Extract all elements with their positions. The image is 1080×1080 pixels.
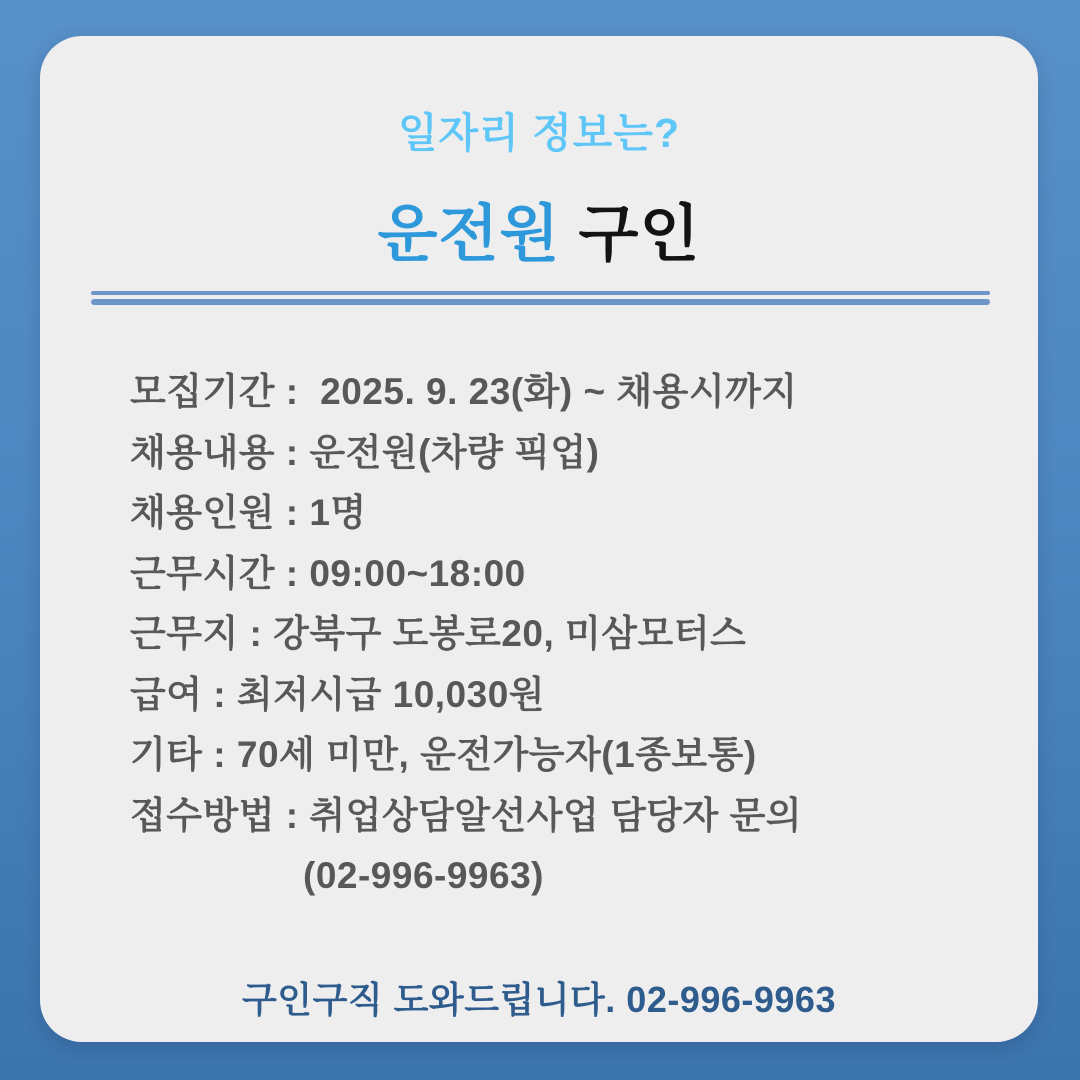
- double-divider: [91, 291, 990, 305]
- title-highlight: 운전원: [377, 200, 561, 269]
- title-rest: 구인: [560, 200, 701, 269]
- detail-application-phone: (02-996-9963): [303, 855, 544, 896]
- detail-work-location: 근무지 : 강북구 도봉로20, 미삼모터스: [130, 613, 747, 654]
- divider-line-thick: [91, 299, 990, 305]
- detail-other-requirements: 기타 : 70세 미만, 운전가능자(1종보통): [130, 734, 757, 775]
- page-title: [40, 184, 1038, 273]
- footer-contact-text: 구인구직 도와드립니다. 02-996-9963: [242, 979, 836, 1020]
- divider-line-thin: [91, 291, 990, 295]
- detail-work-hours: 근무시간 : 09:00~18:00: [130, 552, 526, 594]
- detail-headcount: 채용인원 : 1명: [130, 492, 367, 533]
- detail-recruit-period: 모집기간 : 2025. 9. 23(화) ~ 채용시까지: [130, 371, 798, 412]
- job-details-list: [130, 362, 990, 907]
- detail-application-method: 접수방법 : 취업상담알선사업 담당자 문의: [130, 794, 803, 836]
- job-notice-card: [40, 36, 1038, 1042]
- detail-salary: 급여 : 최저시급 10,030원: [130, 673, 546, 715]
- detail-job-description: 채용내용 : 운전원(차량 픽업): [130, 431, 600, 473]
- kicker-text: 일자리 정보는?: [397, 110, 681, 156]
